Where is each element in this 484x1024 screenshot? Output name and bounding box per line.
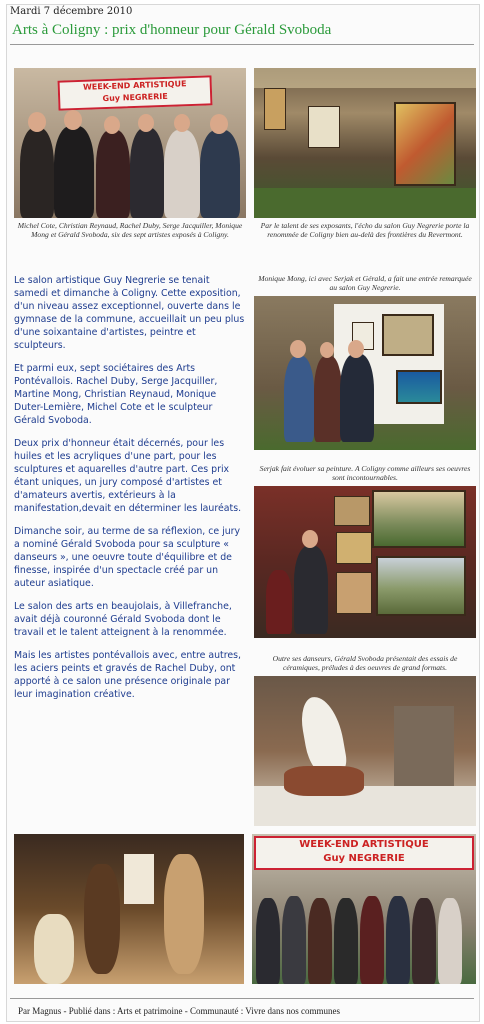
photo-hall: [254, 68, 476, 218]
paragraph-6: Mais les artistes pontévallois avec, entre autres, les aciers peints et gravés de Rachel Duby, ont apporté à ce salon une présence originale par leur imagination créative.: [14, 650, 241, 700]
article-date: Mardi 7 décembre 2010: [10, 6, 133, 17]
paragraph-3: Deux prix d'honneur était décernés, pour les huiles et les acryliques d'une part, pour les sculptures et aquarelles d'autre part. Ces prix étant uniques, un jury composé d'artistes et d'amateurs avertis, extérieurs à la manifestation,devait en déterminer les lauréats.: [14, 438, 242, 514]
article-footer: Par Magnus - Publié dans : Arts et patrimoine - Communauté : Vivre dans nos communes: [18, 1006, 341, 1016]
caption-danseurs: Outre ses danseurs, Gérald Svoboda présentait des essais de céramiques, préludes à des oeuvres de grand formats.: [272, 654, 458, 672]
article-body: [14, 274, 246, 711]
caption-group: Michel Cote, Christian Reynaud, Rachel Duby, Serge Jacquiller, Monique Mong et Gérald Svoboda, six des sept artistes exposés à Coligny.: [17, 221, 243, 239]
banner-bottom-line-1: WEEK-END ARTISTIQUE: [299, 839, 429, 850]
photo-mong: [254, 296, 476, 450]
photo-serjak: [254, 486, 476, 638]
caption-hall: Par le talent de ses exposants, l'écho du salon Guy Negrerie porte la renommée de Coligny bien au-delà des frontières du Revermont.: [260, 221, 470, 239]
paragraph-4: Dimanche soir, au terme de sa réflexion, ce jury a nominé Gérald Svoboda pour sa sculpture « danseurs », une oeuvre toute d'équilibre et de finesse, inspirée d'un spectacle créé par un auteur asiatique.: [14, 526, 241, 589]
photo-group: [14, 68, 246, 218]
photo-banner: [58, 75, 213, 110]
footer-divider: [10, 998, 474, 999]
banner-bottom-line-2: Guy NEGRERIE: [323, 853, 405, 864]
photo-sculptures: [14, 834, 244, 984]
photo-danseurs: [254, 676, 476, 826]
caption-serjak: Serjak fait évoluer sa peinture. A Coligny comme ailleurs ses oeuvres sont incontournables.: [259, 464, 471, 482]
photo-banner-bottom: [254, 836, 474, 870]
photo-banner-group: [252, 834, 476, 984]
title-divider: [10, 44, 474, 45]
paragraph-2: Et parmi eux, sept sociétaires des Arts Pontévallois. Rachel Duby, Serge Jacquiller, Martine Mong, Christian Reynaud, Monique Duter-Lemière, Michel Cote et le sculpteur Gérald Svoboda.: [14, 363, 218, 426]
banner-line-1: WEEK-END ARTISTIQUE: [82, 79, 187, 92]
article-title: Arts à Coligny : prix d'honneur pour Gérald Svoboda: [12, 22, 332, 38]
caption-mong: Monique Mong, ici avec Serjak et Gérald, a fait une entrée remarquée au salon Guy Negrerie.: [258, 274, 472, 292]
banner-line-2: Guy NEGRERIE: [102, 91, 168, 104]
paragraph-1: Le salon artistique Guy Negrerie se tenait samedi et dimanche à Coligny. Cette exposition, d'un niveau assez exceptionnel, ouverte dans le gymnase de la commune, accueillait un peu plus d'une soixantaine d'artistes, peintre et sculpteurs.: [14, 275, 245, 351]
paragraph-5: Le salon des arts en beaujolais, à Villefranche, avait déjà couronné Gérald Svoboda dont le travail et le talent atteignent à la renommée.: [14, 601, 232, 638]
